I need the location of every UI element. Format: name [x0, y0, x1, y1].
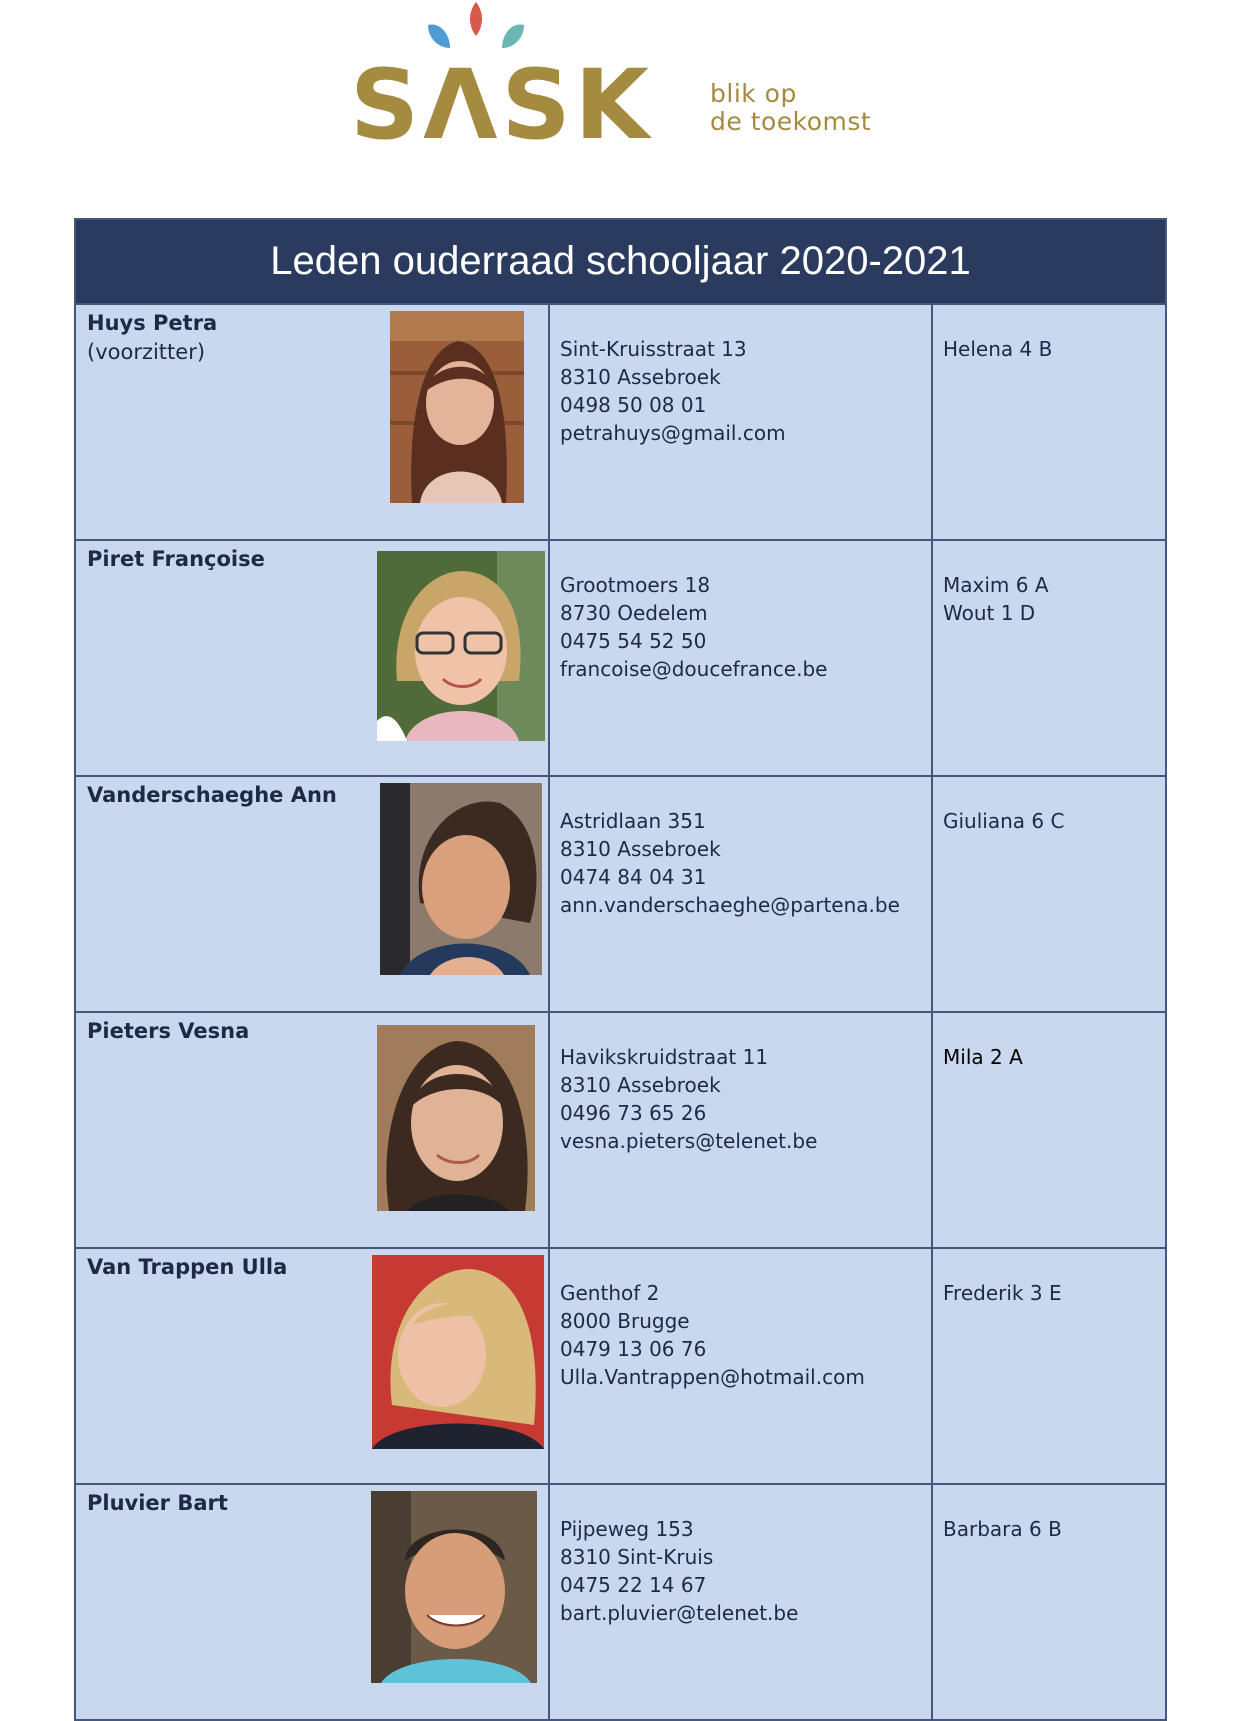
member-city: 8000 Brugge — [560, 1309, 690, 1333]
member-city: 8310 Assebroek — [560, 365, 721, 389]
table-row — [75, 1248, 1166, 1484]
member-address: Grootmoers 18 — [560, 573, 711, 597]
member-contact-cell — [549, 540, 932, 776]
member-name-cell — [75, 304, 549, 540]
member-photo — [372, 1255, 544, 1449]
member-child: Wout 1 D — [943, 601, 1036, 625]
tagline-line-1: blik op — [710, 79, 797, 108]
member-email[interactable]: petrahuys@gmail.com — [560, 421, 786, 445]
member-email[interactable]: vesna.pieters@telenet.be — [560, 1129, 818, 1153]
member-child: Mila 2 A — [943, 1045, 1023, 1069]
member-children-cell — [932, 776, 1166, 1012]
member-children-cell — [932, 304, 1166, 540]
member-child: Giuliana 6 C — [943, 809, 1065, 833]
member-child: Frederik 3 E — [943, 1281, 1062, 1305]
member-phone: 0475 54 52 50 — [560, 629, 707, 653]
member-child: Maxim 6 A — [943, 573, 1049, 597]
table-title: Leden ouderraad schooljaar 2020-2021 — [270, 239, 971, 283]
member-city: 8310 Sint-Kruis — [560, 1545, 714, 1569]
member-address: Genthof 2 — [560, 1281, 660, 1305]
member-children-cell — [932, 540, 1166, 776]
member-name: Van Trappen Ulla — [87, 1255, 288, 1279]
logo-tagline — [710, 80, 871, 136]
member-photo — [377, 1025, 535, 1211]
member-address: Pijpeweg 153 — [560, 1517, 694, 1541]
table-row — [75, 304, 1166, 540]
member-email[interactable]: francoise@doucefrance.be — [560, 657, 828, 681]
member-phone: 0475 22 14 67 — [560, 1573, 707, 1597]
member-phone: 0479 13 06 76 — [560, 1337, 707, 1361]
table-header-row — [75, 219, 1166, 304]
member-name: Pluvier Bart — [87, 1491, 228, 1515]
table-row — [75, 776, 1166, 1012]
members-table — [74, 218, 1167, 1721]
member-city: 8310 Assebroek — [560, 1073, 721, 1097]
member-name: Piret Françoise — [87, 547, 265, 571]
member-name-cell — [75, 776, 549, 1012]
member-name: Huys Petra — [87, 311, 218, 335]
member-contact-cell — [549, 304, 932, 540]
member-name-cell — [75, 1248, 549, 1484]
member-photo — [390, 311, 524, 503]
table-row — [75, 540, 1166, 776]
member-city: 8730 Oedelem — [560, 601, 708, 625]
member-children-cell — [932, 1248, 1166, 1484]
member-phone: 0474 84 04 31 — [560, 865, 707, 889]
member-name: Pieters Vesna — [87, 1019, 250, 1043]
member-children-cell — [932, 1012, 1166, 1248]
member-contact-cell — [549, 776, 932, 1012]
member-contact-cell — [549, 1012, 932, 1248]
member-phone: 0496 73 65 26 — [560, 1101, 707, 1125]
member-photo — [377, 551, 545, 741]
member-name-cell — [75, 1484, 549, 1720]
member-email[interactable]: Ulla.Vantrappen@hotmail.com — [560, 1365, 865, 1389]
leaf-teal — [502, 25, 524, 48]
member-name-cell — [75, 1012, 549, 1248]
member-role: (voorzitter) — [87, 340, 206, 364]
member-child: Helena 4 B — [943, 337, 1053, 361]
logo-wordmark: SΛSK — [350, 49, 653, 161]
table-row — [75, 1484, 1166, 1720]
member-address: Havikskruidstraat 11 — [560, 1045, 769, 1069]
member-photo — [380, 783, 542, 975]
leaf-blue — [428, 25, 450, 48]
tagline-line-2: de toekomst — [710, 107, 872, 136]
member-address: Sint-Kruisstraat 13 — [560, 337, 747, 361]
member-email[interactable]: bart.pluvier@telenet.be — [560, 1601, 799, 1625]
member-child: Barbara 6 B — [943, 1517, 1062, 1541]
member-city: 8310 Assebroek — [560, 837, 721, 861]
leaf-red — [470, 2, 482, 36]
table-row — [75, 1012, 1166, 1248]
member-children-cell — [932, 1484, 1166, 1720]
table-title-cell — [75, 219, 1166, 304]
member-name: Vanderschaeghe Ann — [87, 783, 337, 807]
member-photo — [371, 1491, 537, 1683]
member-contact-cell — [549, 1248, 932, 1484]
member-contact-cell — [549, 1484, 932, 1720]
member-address: Astridlaan 351 — [560, 809, 706, 833]
member-name-cell — [75, 540, 549, 776]
member-phone: 0498 50 08 01 — [560, 393, 707, 417]
sask-logo — [350, 0, 910, 165]
member-email[interactable]: ann.vanderschaeghe@partena.be — [560, 893, 900, 917]
